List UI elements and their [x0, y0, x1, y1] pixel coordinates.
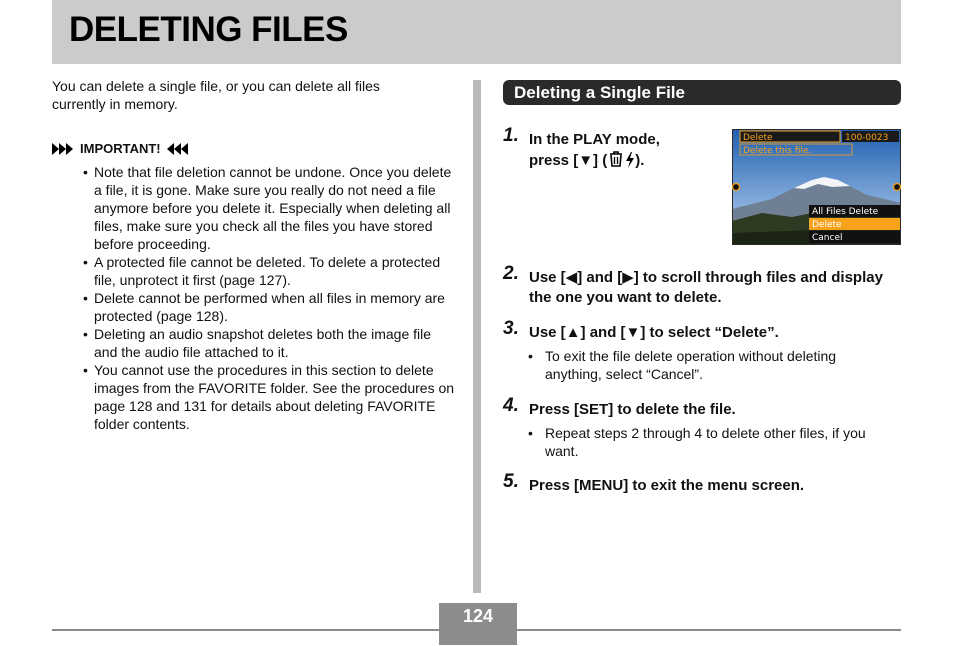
step-text-part: ). — [635, 152, 645, 169]
step-3-note — [528, 347, 873, 383]
intro-text: You can delete a single file, or you can delete all files currently in memory. — [52, 78, 380, 112]
camera-mode-label: Delete — [743, 133, 773, 143]
step-2 — [503, 263, 901, 308]
step-number: 4. — [503, 395, 519, 416]
trash-icon — [607, 150, 625, 168]
step-text: Use [◀] and [▶] to scroll through files and display the one you want to delete. — [529, 269, 883, 306]
step-text: Press [SET] to delete the file. — [529, 401, 736, 418]
camera-menu-item: All Files Delete — [812, 207, 879, 217]
camera-screen-graphic — [732, 129, 901, 245]
page-tab-base — [439, 631, 517, 645]
step-4 — [503, 395, 901, 420]
list-item: • Repeat steps 2 through 4 to delete other files, if you want. — [528, 424, 900, 460]
important-heading — [52, 141, 189, 156]
list-item: • You cannot use the procedures in this section to delete images from the FAVORITE folder. See the procedures on page 128 and 131 for details about deleting FAVORITE folder contents. — [83, 361, 455, 433]
camera-menu-item: Delete — [812, 220, 842, 230]
step-4-note — [528, 424, 900, 460]
step-number: 2. — [503, 263, 519, 284]
camera-file-number: 100-0023 — [845, 133, 889, 143]
step-text: Use [▲] and [▼] to select “Delete”. — [529, 324, 779, 341]
list-item: • To exit the file delete operation without deleting anything, select “Cancel”. — [528, 347, 873, 383]
arrow-right-icon — [52, 143, 74, 155]
page-number: 124 — [439, 603, 517, 630]
step-5 — [503, 471, 901, 496]
step-text-line1: In the PLAY mode, — [529, 131, 660, 148]
list-item: • Delete cannot be performed when all files in memory are protected (page 128). — [83, 289, 455, 325]
section-header: Deleting a Single File — [503, 80, 901, 105]
list-item: • A protected file cannot be deleted. To delete a protected file, unprotect it first (page 127). — [83, 253, 455, 289]
title-bar — [52, 0, 901, 64]
camera-prompt: Delete this file. — [743, 146, 812, 156]
arrow-left-icon — [167, 143, 189, 155]
list-item: • Note that file deletion cannot be undone. Once you delete a file, it is gone. Make sure you really do not need a file anymore before you delete it. Especially when deleting all files, make sure you check all the files you have stored before proceeding. — [83, 163, 455, 253]
step-text-line2 — [529, 150, 703, 171]
step-number: 5. — [503, 471, 519, 492]
page-title: DELETING FILES — [69, 10, 348, 49]
step-text-part: press [▼] ( — [529, 152, 608, 169]
list-item: • Deleting an audio snapshot deletes both the image file and the audio file attached to it. — [83, 325, 455, 361]
step-number: 1. — [503, 125, 519, 146]
important-list — [83, 163, 455, 433]
step-3 — [503, 318, 901, 343]
important-label: IMPORTANT! — [80, 141, 161, 156]
flash-icon — [625, 152, 635, 168]
column-divider — [473, 80, 481, 593]
step-1 — [503, 125, 703, 171]
step-number: 3. — [503, 318, 519, 339]
camera-screen — [732, 129, 901, 245]
camera-menu-item: Cancel — [812, 233, 843, 243]
step-text: Press [MENU] to exit the menu screen. — [529, 477, 805, 494]
